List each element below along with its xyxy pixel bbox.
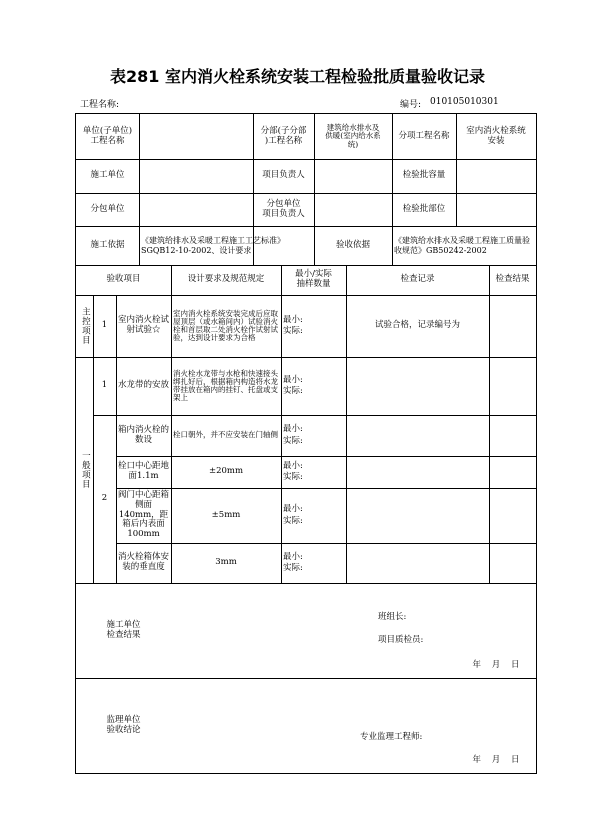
subitem-value: 室内消火栓系统 安装 [466,125,526,146]
general-row-requirement: ±20mm [208,466,244,477]
subcontract-unit-label: 分包单位 [90,203,125,214]
construction-unit-label: 施工单位 [90,170,125,181]
general-row-requirement: 3mm [215,557,237,568]
project-name-label: 工程名称: [80,100,120,110]
general-item2-no: 2 [101,493,108,504]
general-row-name: 箱内消火栓的数设 [118,424,170,445]
main-item-name: 室内消火栓试射试验☆ [118,315,170,335]
sample-actual-label: 实际: [283,472,303,482]
general-row-sample [281,543,346,583]
sample-actual-label: 实际: [283,515,303,526]
basis-label: 施工依据 [90,239,125,250]
division-value: 建筑给水排水及 供暖(室内给水系 统) [325,123,381,149]
sample-min-label: 最小: [283,314,303,325]
sample-actual-label: 实际: [283,563,303,573]
supervising-engineer-label: 专业监理工程师: [360,732,423,743]
page-title: 表281 室内消火栓系统安装工程检验批质量验收记录 [110,67,485,86]
project-manager-label: 项目负责人 [262,170,305,181]
division-label: 分部(子分部 )工程名称 [260,125,307,146]
supervision-label: 监理单位 验收结论 [106,714,141,735]
general-row-sample [281,415,346,456]
general-item1-sample [281,357,346,415]
acceptance-basis-label: 验收依据 [335,239,370,250]
construction-check-label: 施工单位 检查结果 [106,619,141,640]
general-row-sample [281,488,346,543]
inspector-label: 项目质检员: [378,635,424,646]
col-items: 验收项目 [106,274,141,285]
batch-location-label: 检验批部位 [402,203,446,214]
sample-min-label: 最小: [283,460,303,471]
sample-min-label: 最小: [283,424,303,435]
serial-value: 010105010301 [430,97,499,107]
sample-actual-label: 实际: [283,326,303,336]
sample-actual-label: 实际: [283,435,303,446]
sample-min-label: 最小: [283,551,303,562]
supervision-date: 年 月 日 [472,755,520,766]
main-item-no: 1 [101,320,108,331]
col-sample: 最小/实际 抽样数量 [295,269,332,289]
general-row-requirement: 栓口朝外，并不应安装在门轴侧 [173,430,278,440]
acceptance-basis-value: 《建筑给水排水及采暖工程施工质量验收规范》GB50242-2002 [394,236,530,255]
foreman-label: 班组长: [378,612,407,623]
subcontract-manager-label: 分包单位 项目负责人 [262,198,305,219]
col-result: 检查结果 [495,274,530,285]
main-control-label: 主控项目 [80,307,91,345]
sample-min-label: 最小: [283,374,303,385]
general-row-name: 栓口中心距地面1.1m [118,461,170,481]
general-items-label: 一般项目 [80,451,91,489]
col-requirement: 设计要求及规范规定 [187,274,265,285]
main-item-requirement: 室内消火栓系统安装完成后应取屋顶层（或水箱间内）试验消火栓和首层取二处消火栓作试射试验，达到设计要求为合格 [173,308,278,343]
sample-min-label: 最小: [283,504,303,515]
subitem-label: 分项工程名称 [398,130,450,141]
general-row-requirement: ±5mm [211,509,241,520]
serial-label: 编号: [400,100,422,110]
main-item-record: 试验合格，记录编号为 [374,320,460,331]
general-row-sample [281,456,346,488]
basis-value: 《建筑给排水及采暖工程施工工艺标准》SGQB12-10-2002、设计要求 [141,236,285,255]
unit-project-label: 单位(子单位) 工程名称 [82,125,133,146]
col-record: 检查记录 [400,274,435,285]
sample-actual-label: 实际: [283,386,303,396]
general-row-name: 消火栓箱体安装的垂直度 [118,552,170,572]
general-item1-requirement: 消火栓水龙带与水枪和快速接头绑扎好后，根据箱内构造将水龙带挂放在箱内的挂钉、托盘或支架上 [173,368,278,403]
general-row-name: 阀门中心距箱侧面140mm，距箱后内表面100mm [118,490,170,540]
acceptance-record-table [75,113,537,774]
general-item1-no: 1 [101,380,108,391]
construction-date: 年 月 日 [472,660,520,671]
main-item-sample [281,295,346,357]
unit-project-value [139,114,253,159]
batch-capacity-label: 检验批容量 [402,170,446,181]
general-item1-name: 水龙带的安放 [118,380,170,391]
